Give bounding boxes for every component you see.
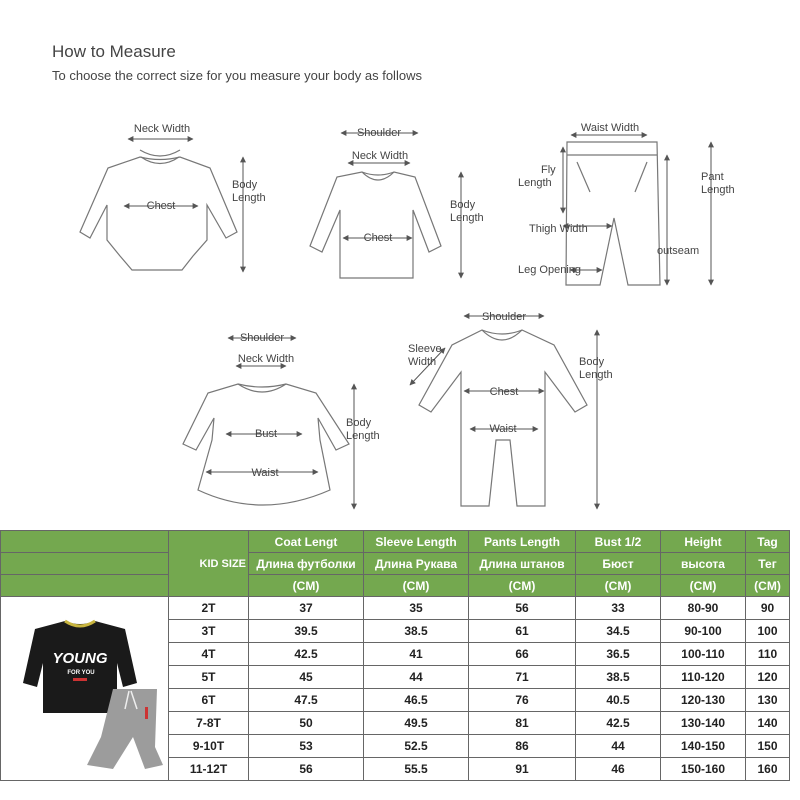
- table-cell: 34.5: [576, 620, 661, 643]
- table-cell: 130: [746, 689, 790, 712]
- page-title: How to Measure: [52, 42, 176, 61]
- column-header-ru: Тег: [746, 553, 790, 575]
- table-row: [1, 597, 790, 620]
- column-header: Sleeve Length: [364, 531, 469, 553]
- tshirt-shoulder-label: Shoulder: [356, 127, 402, 139]
- table-cell: 45: [249, 666, 364, 689]
- size-cell: 2T: [169, 597, 249, 620]
- column-header: Height: [661, 531, 746, 553]
- column-header: Bust 1/2: [576, 531, 661, 553]
- tshirt-body-length-label-2: Length: [450, 212, 484, 224]
- column-header-ru: высота: [661, 553, 746, 575]
- table-cell: 86: [469, 735, 576, 758]
- table-cell: 42.5: [576, 712, 661, 735]
- sweatshirt-print-subtext: FOR YOU: [66, 670, 95, 676]
- table-cell: 52.5: [364, 735, 469, 758]
- size-cell: 5T: [169, 666, 249, 689]
- romper-outline: [419, 330, 587, 506]
- table-header-row-unit: [1, 575, 790, 597]
- table-cell: 56: [469, 597, 576, 620]
- table-cell: 140-150: [661, 735, 746, 758]
- tshirt-chest-label: Chest: [363, 232, 393, 244]
- column-unit: (CM): [661, 575, 746, 597]
- table-cell: 33: [576, 597, 661, 620]
- table-cell: 120-130: [661, 689, 746, 712]
- table-cell: 46: [576, 758, 661, 781]
- table-header-row-ru: [1, 553, 790, 575]
- tshirt-neck-width-label: Neck Width: [351, 150, 409, 162]
- table-cell: 71: [469, 666, 576, 689]
- table-cell: 150-160: [661, 758, 746, 781]
- table-cell: 66: [469, 643, 576, 666]
- pants-waist-width-label: Waist Width: [580, 122, 640, 134]
- pants-fly-length-label-2: Length: [518, 177, 552, 189]
- dress-bust-label: Bust: [254, 428, 278, 440]
- table-cell: 90-100: [661, 620, 746, 643]
- tshirt-outline: [310, 172, 441, 278]
- header-spacer: [1, 553, 169, 575]
- column-header-ru: Длина штанов: [469, 553, 576, 575]
- column-unit: (CM): [746, 575, 790, 597]
- romper-body-length-label-2: Length: [579, 369, 613, 381]
- header-spacer: [1, 575, 169, 597]
- column-unit: (CM): [249, 575, 364, 597]
- column-header-ru: Длина футболки: [249, 553, 364, 575]
- romper-sleeve-width-label-2: Width: [408, 356, 437, 368]
- table-cell: 40.5: [576, 689, 661, 712]
- pants-thigh-width-label: Thigh Width: [529, 223, 588, 235]
- size-chart-table: [0, 530, 790, 781]
- size-cell: 7-8T: [169, 712, 249, 735]
- table-cell: 61: [469, 620, 576, 643]
- size-cell: 11-12T: [169, 758, 249, 781]
- table-cell: 37: [249, 597, 364, 620]
- dress-body-length-label-1: Body: [346, 417, 372, 429]
- table-cell: 49.5: [364, 712, 469, 735]
- romper-waist-label: Waist: [489, 423, 517, 435]
- table-cell: 160: [746, 758, 790, 781]
- table-cell: 50: [249, 712, 364, 735]
- table-cell: 36.5: [576, 643, 661, 666]
- table-cell: 38.5: [576, 666, 661, 689]
- table-cell: 46.5: [364, 689, 469, 712]
- product-photo: [1, 597, 169, 781]
- column-header-ru: Длина Рукава: [364, 553, 469, 575]
- table-cell: 100: [746, 620, 790, 643]
- size-cell: 9-10T: [169, 735, 249, 758]
- dress-shoulder-label: Shoulder: [239, 332, 285, 344]
- column-header: Coat Lengt: [249, 531, 364, 553]
- romper-shoulder-label: Shoulder: [481, 311, 527, 323]
- pants-leg-opening-label: Leg Opening: [518, 264, 581, 276]
- table-cell: 38.5: [364, 620, 469, 643]
- bodysuit-body-length-label-1: Body: [232, 179, 258, 191]
- dress-body-length-label-2: Length: [346, 430, 380, 442]
- column-unit: (CM): [364, 575, 469, 597]
- sweatshirt-print-text: YOUNG: [51, 650, 108, 667]
- romper-sleeve-width-label-1: Sleeve: [408, 343, 442, 355]
- table-cell: 41: [364, 643, 469, 666]
- table-cell: 140: [746, 712, 790, 735]
- column-unit: (CM): [576, 575, 661, 597]
- pants-outseam-label: outseam: [657, 245, 700, 257]
- table-cell: 91: [469, 758, 576, 781]
- dress-waist-label: Waist: [251, 467, 279, 479]
- table-cell: 120: [746, 666, 790, 689]
- table-cell: 130-140: [661, 712, 746, 735]
- dress-neck-width-label: Neck Width: [237, 353, 295, 365]
- bodysuit-chest-label: Chest: [146, 200, 176, 212]
- table-cell: 56: [249, 758, 364, 781]
- size-cell: 6T: [169, 689, 249, 712]
- table-cell: 44: [364, 666, 469, 689]
- table-cell: 100-110: [661, 643, 746, 666]
- pants-pant-length-label-1: Pant: [701, 171, 724, 183]
- table-cell: 110-120: [661, 666, 746, 689]
- size-cell: 4T: [169, 643, 249, 666]
- romper-body-length-label-1: Body: [579, 356, 605, 368]
- column-header: Pants Length: [469, 531, 576, 553]
- table-header-row-en: [1, 531, 790, 553]
- table-cell: 42.5: [249, 643, 364, 666]
- bodysuit-neck-width-label: Neck Width: [133, 123, 191, 135]
- table-cell: 110: [746, 643, 790, 666]
- column-header: Tag: [746, 531, 790, 553]
- table-cell: 76: [469, 689, 576, 712]
- table-cell: 47.5: [249, 689, 364, 712]
- kid-size-header: KID SIZE: [169, 531, 249, 597]
- size-cell: 3T: [169, 620, 249, 643]
- table-cell: 90: [746, 597, 790, 620]
- table-cell: 39.5: [249, 620, 364, 643]
- tshirt-body-length-label-1: Body: [450, 199, 476, 211]
- table-cell: 81: [469, 712, 576, 735]
- table-cell: 55.5: [364, 758, 469, 781]
- table-cell: 150: [746, 735, 790, 758]
- column-header-ru: Бюст: [576, 553, 661, 575]
- bodysuit-body-length-label-2: Length: [232, 192, 266, 204]
- table-cell: 53: [249, 735, 364, 758]
- pants-fly-length-label-1: Fly: [541, 164, 556, 176]
- dress-outline: [183, 384, 349, 505]
- romper-chest-label: Chest: [489, 386, 519, 398]
- table-cell: 44: [576, 735, 661, 758]
- table-cell: 80-90: [661, 597, 746, 620]
- header-spacer: [1, 531, 169, 553]
- column-unit: (CM): [469, 575, 576, 597]
- pants-pant-length-label-2: Length: [701, 184, 735, 196]
- page-subtitle: To choose the correct size for you measure your body as follows: [52, 68, 422, 83]
- table-cell: 35: [364, 597, 469, 620]
